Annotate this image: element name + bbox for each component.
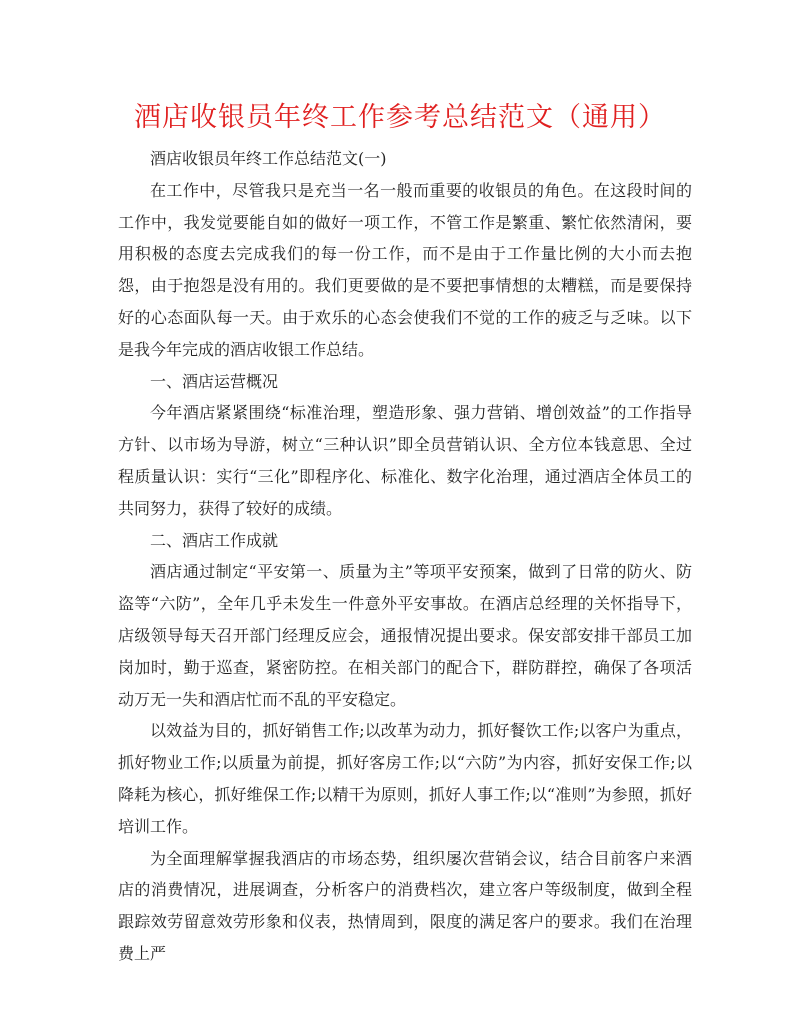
subtitle-paragraph: 酒店收银员年终工作总结范文(一) xyxy=(150,149,387,168)
body-paragraph: 酒店通过制定“平安第一、质量为主”等项平安预案，做到了日常的防火、防盗等“六防”，全年几乎未发生一件意外平安事故。在酒店总经理的关怀指导下，店级领导每天召开部门经理反应会，通报情况提出要求。保安部安排干部员工加岗加时，勤于巡查，紧密防控。在相关部门的配合下，群防群控，确保了各项活动万无一失和酒店忙而不乱的平安稳定。 xyxy=(118,562,692,709)
body-paragraph: 以效益为目的，抓好销售工作;以改革为动力，抓好餐饮工作;以客户为重点，抓好物业工作;以质量为前提，抓好客房工作;以“六防”为内容，抓好安保工作;以降耗为核心，抓好维保工作;以精干为原则，抓好人事工作;以“准则”为参照，抓好培训工作。 xyxy=(118,721,692,836)
body-paragraph: 在工作中，尽管我只是充当一名一般而重要的收银员的角色。在这段时间的工作中，我发觉要能自如的做好一项工作，不管工作是繁重、繁忙依然清闲，要用积极的态度去完成我们的每一份工作，而不是由于工作量比例的大小而去抱怨，由于抱怨是没有用的。我们更要做的是不要把事情想的太糟糕，而是要保持好的心态面队每一天。由于欢乐的心态会使我们不觉的工作的疲乏与乏味。以下是我今年完成的酒店收银工作总结。 xyxy=(118,180,692,359)
section-heading: 二、酒店工作成就 xyxy=(150,530,279,550)
document-title: 酒店收银员年终工作参考总结范文（通用） xyxy=(134,102,666,133)
section-heading: 一、酒店运营概况 xyxy=(150,371,279,391)
body-paragraph: 为全面理解掌握我酒店的市场态势，组织屡次营销会议，结合目前客户来酒店的消费情况，进展调查，分析客户的消费档次，建立客户等级制度，做到全程跟踪效劳留意效劳形象和仪表，热情周到，限度的满足客户的要求。我们在治理费上严 xyxy=(118,848,692,963)
body-paragraph: 今年酒店紧紧围绕“标准治理，塑造形象、强力营销、增创效益”的工作指导方针、以市场为导游，树立“三种认识”即全员营销认识、全方位本钱意思、全过程质量认识：实行“三化”即程序化、标准化、数字化治理，通过酒店全体员工的共同努力，获得了较好的成绩。 xyxy=(118,403,692,518)
document-body xyxy=(118,143,692,970)
